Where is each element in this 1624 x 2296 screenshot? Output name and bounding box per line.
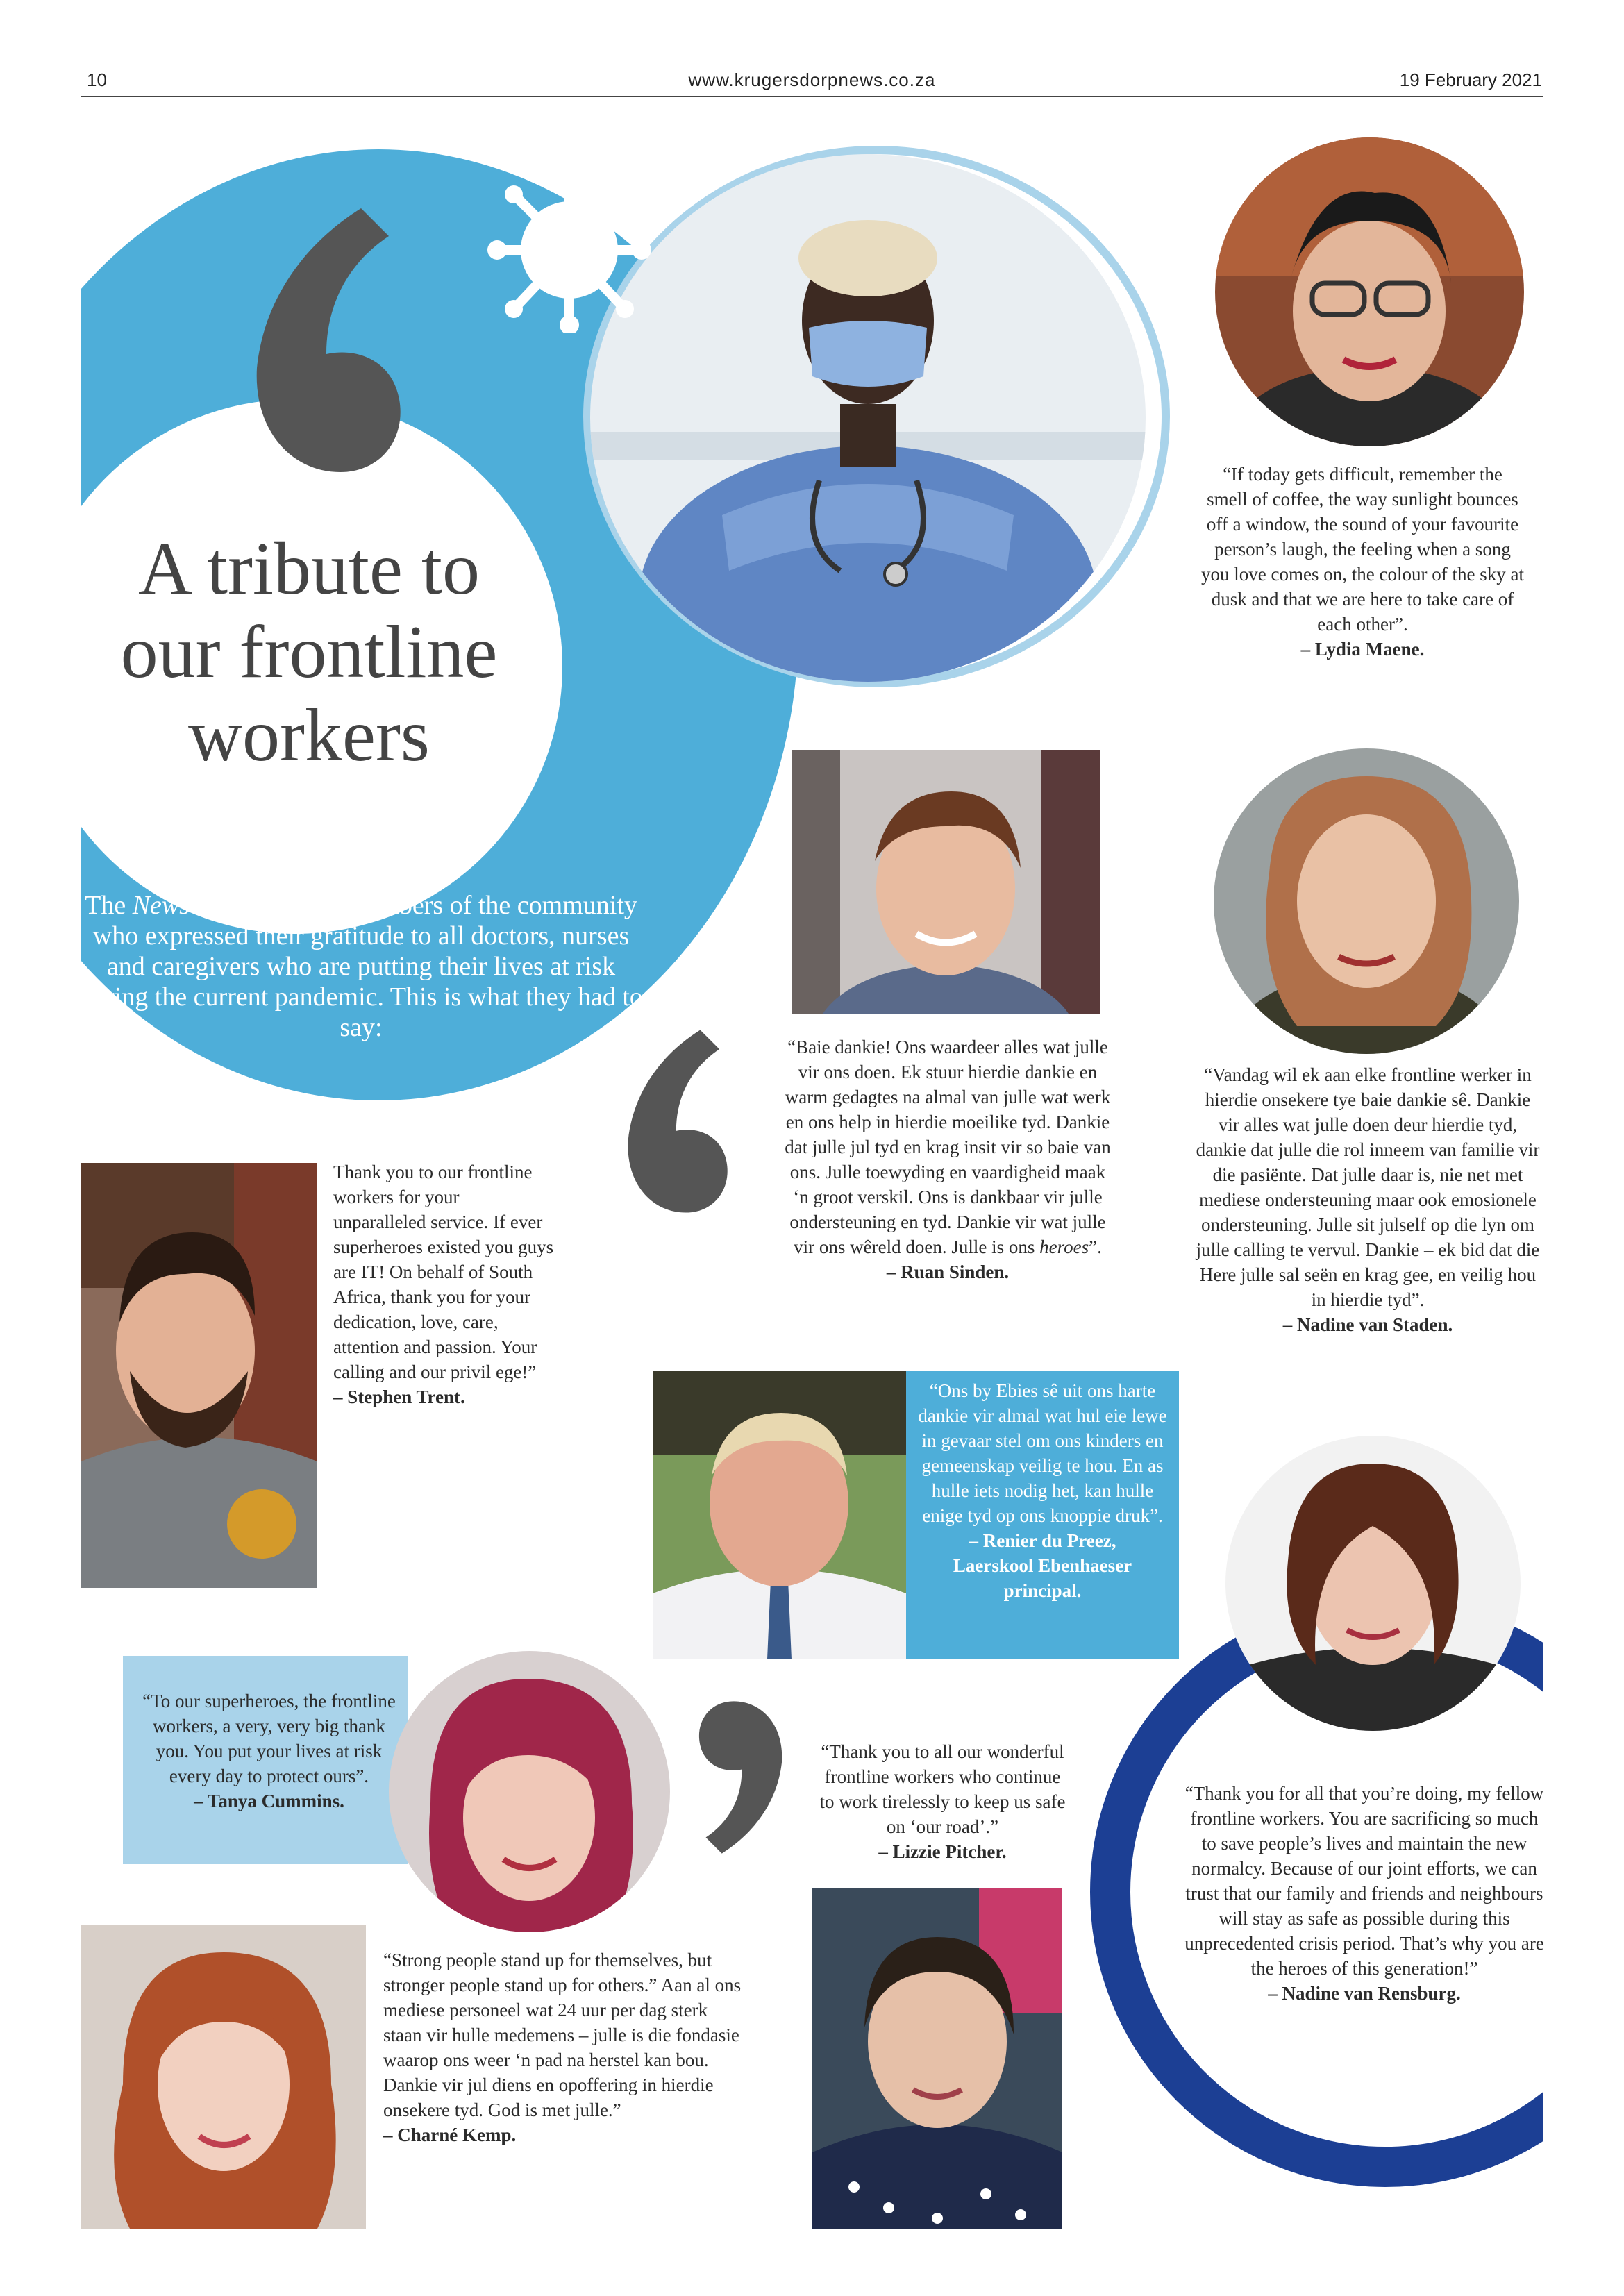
renier-role: Laerskool Ebenhaeser [953, 1555, 1132, 1576]
ruan-name: – Ruan Sinden. [886, 1262, 1010, 1282]
mid-quote-icon [604, 1021, 729, 1222]
nadine-staden-quote: “Vandag wil ek aan elke frontline werker in hierdie onsekere tye baie dankie sê. Dankie vir alles wat julle doen deur hierdie tyd, dankie dat julle die rol inneem van familie vir die pasiënte. Dat julle daar is, nie net met mediese ondersteuning maar ook emosionele ondersteuning. Julle sit julself op die lyn om julle calling te vervul. Dankie – ek bid dat die Here julle sal seën en krag gee, en veilig hou in hierdie tyd”. – Nadine van Staden. [1194, 1062, 1541, 1337]
lydia-photo [1215, 137, 1524, 446]
lizzie-photo [812, 1888, 1062, 2229]
publication-name: News [132, 891, 190, 920]
closing-quote-icon [698, 1694, 802, 1861]
charne-photo [81, 1925, 366, 2229]
header-rule [81, 96, 1543, 97]
title-line-1: A tribute to [138, 528, 480, 610]
nadine-rensburg-quote: “Thank you for all that you’re doing, my fellow frontline workers. You are sacrificing so much to save people’s lives and maintain the new normalcy. Because of our joint efforts, we can trust that our family and friends and neighbours will stay as safe as possible during this unprecedented crisis period. That’s why you are the heroes of this generation!” – Nadine van Rensburg. [1184, 1781, 1545, 2006]
tanya-photo [389, 1651, 670, 1932]
nurse-photo [590, 154, 1146, 682]
issue-date: 19 February 2021 [1399, 69, 1542, 90]
renier-photo [653, 1371, 906, 1659]
ruan-quote: “Baie dankie! Ons waardeer alles wat julle vir ons doen. Ek stuur hierdie dankie en warm gedagtes na almal van julle wat werk en ons help in hierdie moeilike tyd. Dankie dat julle jul tyd en krag insit vir so baie van ons. Julle toewyding en vaardigheid maak ‘n groot verskil. Ons is dankbaar vir julle ondersteuning en tyd. Dankie vir wat julle vir ons wêreld doen. Julle is ons heroes”. – Ruan Sinden. [785, 1034, 1111, 1284]
lydia-name: – Lydia Maene. [1300, 639, 1425, 660]
right-margin-mask [1543, 1583, 1624, 2208]
tanya-name: – Tanya Cummins. [194, 1791, 344, 1811]
title-line-3: workers [188, 694, 430, 777]
page-title [69, 528, 549, 778]
intro-text: The News has spoken to members of the community who expressed their gratitude to all doctors, nurses and caregivers who are putting their lives at risk during the current pandemic. This is what they had to say: [79, 891, 643, 1042]
opening-quote-icon [222, 201, 403, 479]
tanya-quote: “To our superheroes, the frontline workers, a very, very big thank you. You put your lives at risk every day to protect ours”. – Tanya Cummins. [135, 1689, 403, 1813]
ruan-photo [792, 750, 1100, 1014]
renier-name: – Renier du Preez, [969, 1530, 1116, 1551]
renier-quote: “Ons by Ebies sê uit ons harte dankie vir almal wat hul eie lewe in gevaar stel om ons kinders en gemeenskap veilig te hou. En as hulle iets nodig het, kan hulle enige tyd op ons knoppie druk”. – Renier du Preez, Laerskool Ebenhaeser principal. [915, 1378, 1170, 1603]
charne-name: – Charné Kemp. [383, 2125, 517, 2145]
title-line-2: our frontline [120, 611, 498, 694]
lydia-quote: “If today gets difficult, remember the smell of coffee, the way sunlight bounces off a window, the sound of your favourite person’s laugh, the feeling when a song you love comes on, the colour of the sky at dusk and that we are here to take care of each other”. – Lydia Maene. [1201, 462, 1524, 662]
nadine-rensburg-photo [1225, 1436, 1521, 1731]
website-url[interactable]: www.krugersdorpnews.co.za [688, 69, 936, 90]
nadine-staden-name: – Nadine van Staden. [1282, 1314, 1453, 1335]
lizzie-name: – Lizzie Pitcher. [878, 1841, 1007, 1862]
nadine-staden-photo [1214, 748, 1519, 1054]
stephen-name: – Stephen Trent. [333, 1386, 465, 1407]
stephen-photo [81, 1163, 317, 1588]
stephen-quote: Thank you to our frontline workers for your unparalleled service. If ever superheroes existed you guys are IT! On behalf of South Africa, thank you for your dedication, love, care, attention and passion. Your calling and our privil ege!” – Stephen Trent. [333, 1159, 555, 1409]
virus-icon [472, 167, 653, 333]
charne-quote: “Strong people stand up for themselves, but stronger people stand up for others.” Aan al ons mediese personeel wat 24 uur per dag sterk staan vir hulle medemens – julle is die fondasie waarop ons weer ‘n pad na herstel kan bou. Dankie vir jul diens en opoffering in hierdie onsekere tyd. God is met julle.” – Charné Kemp. [383, 1947, 744, 2147]
nadine-rensburg-name: – Nadine van Rensburg. [1268, 1983, 1461, 2004]
page-number: 10 [87, 69, 107, 90]
lizzie-quote: “Thank you to all our wonderful frontline workers who continue to work tirelessly to keep us safe on ‘our road’.” – Lizzie Pitcher. [816, 1739, 1069, 1864]
